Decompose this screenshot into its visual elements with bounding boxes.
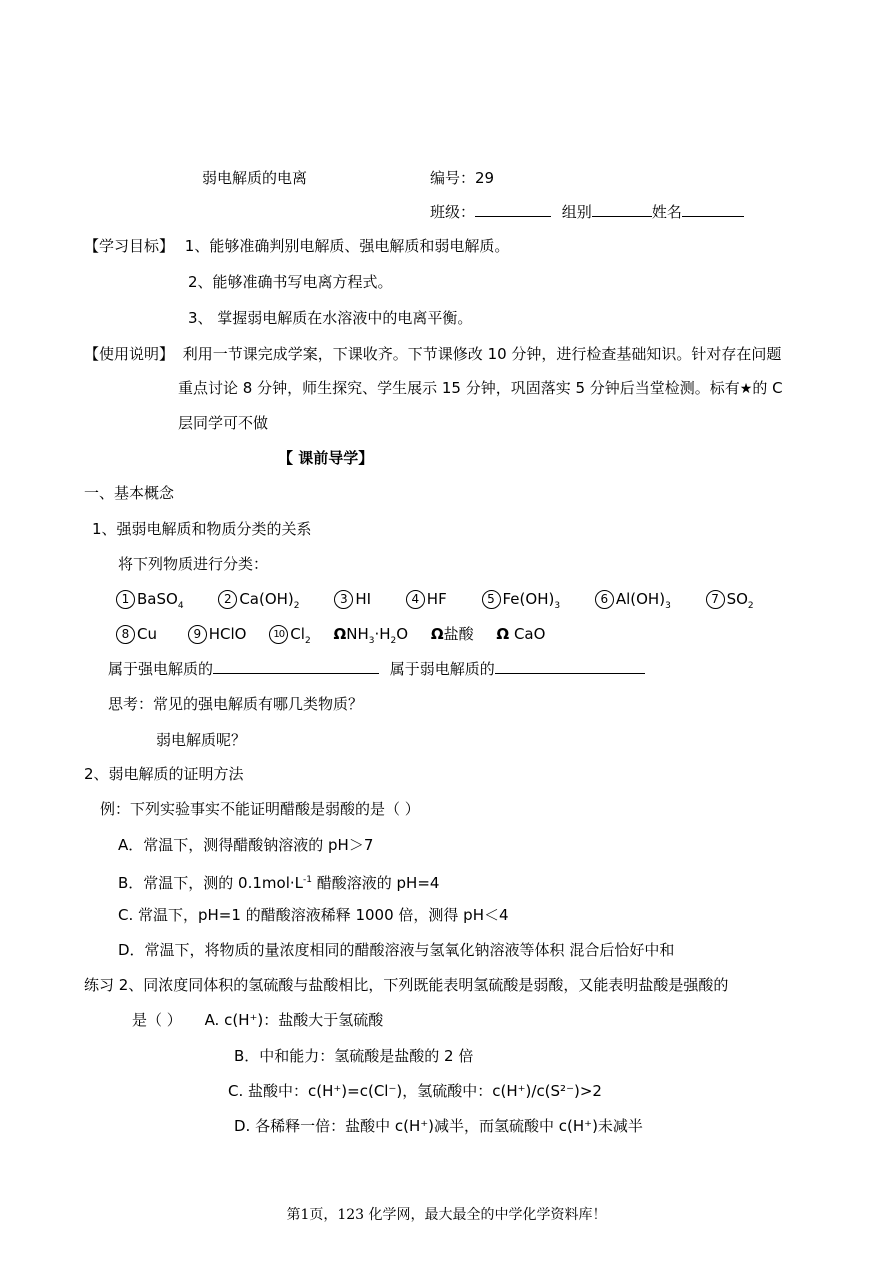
usage-text: 的 C: [752, 379, 783, 397]
usage-line-3: 层同学可不做: [178, 414, 269, 432]
exercise2-option-c: C. 盐酸中：c(H⁺)=c(Cl⁻)，氢硫酸中：c(H⁺)/c(S²⁻)>2: [228, 1082, 602, 1100]
goals-label: 【学习目标】: [84, 237, 175, 255]
circled-number: 1: [116, 590, 135, 609]
group-blank[interactable]: [592, 202, 652, 217]
circled-number: 8: [116, 625, 135, 644]
example-option-b: B．常温下，测的 $0.1mol\cdot L^{-1}$ 醋酸溶液的 pH=4: [118, 874, 440, 892]
circled-number: 10: [269, 625, 288, 644]
weak-electrolyte-blank[interactable]: [495, 659, 645, 674]
circled-number: 9: [188, 625, 207, 644]
substance-item: 7 $SO_2$: [706, 589, 754, 616]
group-label: 组别: [561, 203, 592, 221]
substance-item: 3 HI: [334, 589, 371, 609]
circled-number: 6: [595, 590, 614, 609]
doc-title: 弱电解质的电离: [202, 169, 308, 187]
usage-label: 【使用说明】: [84, 345, 175, 363]
star-icon: ★: [739, 381, 753, 397]
part2-title: 2、弱电解质的证明方法: [84, 765, 244, 783]
circled-number: 4: [406, 590, 425, 609]
usage-text: 重点讨论 8 分钟，师生探究、学生展示 15 分钟，巩固落实 5 分钟后当堂检测。标有: [178, 379, 740, 397]
part1-sub-title: 1、强弱电解质和物质分类的关系: [92, 520, 312, 538]
substance-row-2: [116, 624, 575, 651]
exercise2-stem-2: 是（ ） A. c(H⁺)：盐酸大于氢硫酸: [132, 1011, 384, 1029]
substance-item: Ω盐酸: [430, 625, 474, 643]
class-blank[interactable]: [475, 202, 551, 217]
student-info-line: [430, 202, 744, 222]
usage-text: 利用一节课完成学案，下课收齐。下节课修改 10 分钟，进行检查基础知识。针对存在问题: [182, 345, 782, 363]
special-mark: Ω: [333, 625, 347, 643]
think-question: 思考：常见的强电解质有哪几类物质？: [108, 695, 364, 713]
substance-item: 10 $Cl_2$: [269, 624, 310, 651]
substance-item: 9 HClO: [188, 624, 247, 644]
circled-number: 7: [706, 590, 725, 609]
strong-electrolyte-label: 属于强电解质的: [108, 660, 214, 678]
goal-item: 3、 掌握弱电解质在水溶液中的电离平衡。: [188, 309, 473, 327]
substance-item: 6 $Al(OH)_3$: [595, 589, 671, 616]
class-label: 班级：: [430, 203, 476, 221]
substance-item: 2 $Ca(OH)_2$: [218, 589, 299, 616]
special-mark: Ω: [496, 625, 510, 643]
example-question: 例：下列实验事实不能证明醋酸是弱酸的是（ ）: [100, 800, 420, 818]
classify-instruction: 将下列物质进行分类：: [118, 555, 269, 573]
goal-item: 1、能够准确判别电解质、强电解质和弱电解质。: [184, 237, 510, 255]
substance-item: 1 BaSO$_4$: [116, 589, 184, 616]
substance-item: $\Omega NH_3\cdot H_2O$: [333, 625, 409, 646]
usage-line-1: [84, 344, 781, 364]
substance-item: 5 $Fe(OH)_3$: [482, 589, 561, 616]
classification-blanks: [108, 659, 645, 679]
usage-line-2: [178, 378, 783, 399]
substance-item: Ω CaO: [496, 625, 546, 643]
substance-row-1: [116, 589, 784, 616]
exercise2-option-a: A. c(H⁺)：盐酸大于氢硫酸: [204, 1011, 384, 1029]
example-option-d: D．常温下，将物质的量浓度相同的醋酸溶液与氢氧化钠溶液等体积 混合后恰好中和: [118, 941, 675, 959]
name-blank[interactable]: [682, 202, 744, 217]
section-title: 【 课前导学】: [278, 449, 374, 467]
circled-number: 5: [482, 590, 501, 609]
special-mark: Ω: [430, 625, 444, 643]
goal-item: 2、能够准确书写电离方程式。: [188, 273, 393, 291]
example-option-c: C. 常温下，pH=1 的醋酸溶液稀释 1000 倍，测得 pH＜4: [118, 906, 509, 924]
part1-title: 一、基本概念: [84, 484, 175, 502]
substance-item: 8 Cu: [116, 624, 157, 644]
strong-electrolyte-blank[interactable]: [213, 659, 379, 674]
exercise2-option-b: B．中和能力：氢硫酸是盐酸的 2 倍: [234, 1047, 474, 1065]
goals-line-1: [84, 236, 509, 256]
name-label: 姓名: [651, 203, 682, 221]
circled-number: 2: [218, 590, 237, 609]
weak-electrolyte-label: 属于弱电解质的: [389, 660, 495, 678]
exercise2-stem: 练习 2、同浓度同体积的氢硫酸与盐酸相比，下列既能表明氢硫酸是弱酸，又能表明盐酸是强酸的: [84, 976, 729, 994]
substance-item: 4 HF: [406, 589, 447, 609]
example-option-a: A．常温下，测得醋酸钠溶液的 pH＞7: [118, 836, 374, 854]
doc-code: 编号：29: [430, 169, 495, 187]
exercise2-option-d: D. 各稀释一倍：盐酸中 c(H⁺)减半，而氢硫酸中 c(H⁺)未减半: [234, 1117, 643, 1135]
think-question-2: 弱电解质呢？: [156, 731, 247, 749]
circled-number: 3: [334, 590, 353, 609]
page-footer: 第1页，123 化学网，最大最全的中学化学资料库！: [286, 1207, 607, 1223]
